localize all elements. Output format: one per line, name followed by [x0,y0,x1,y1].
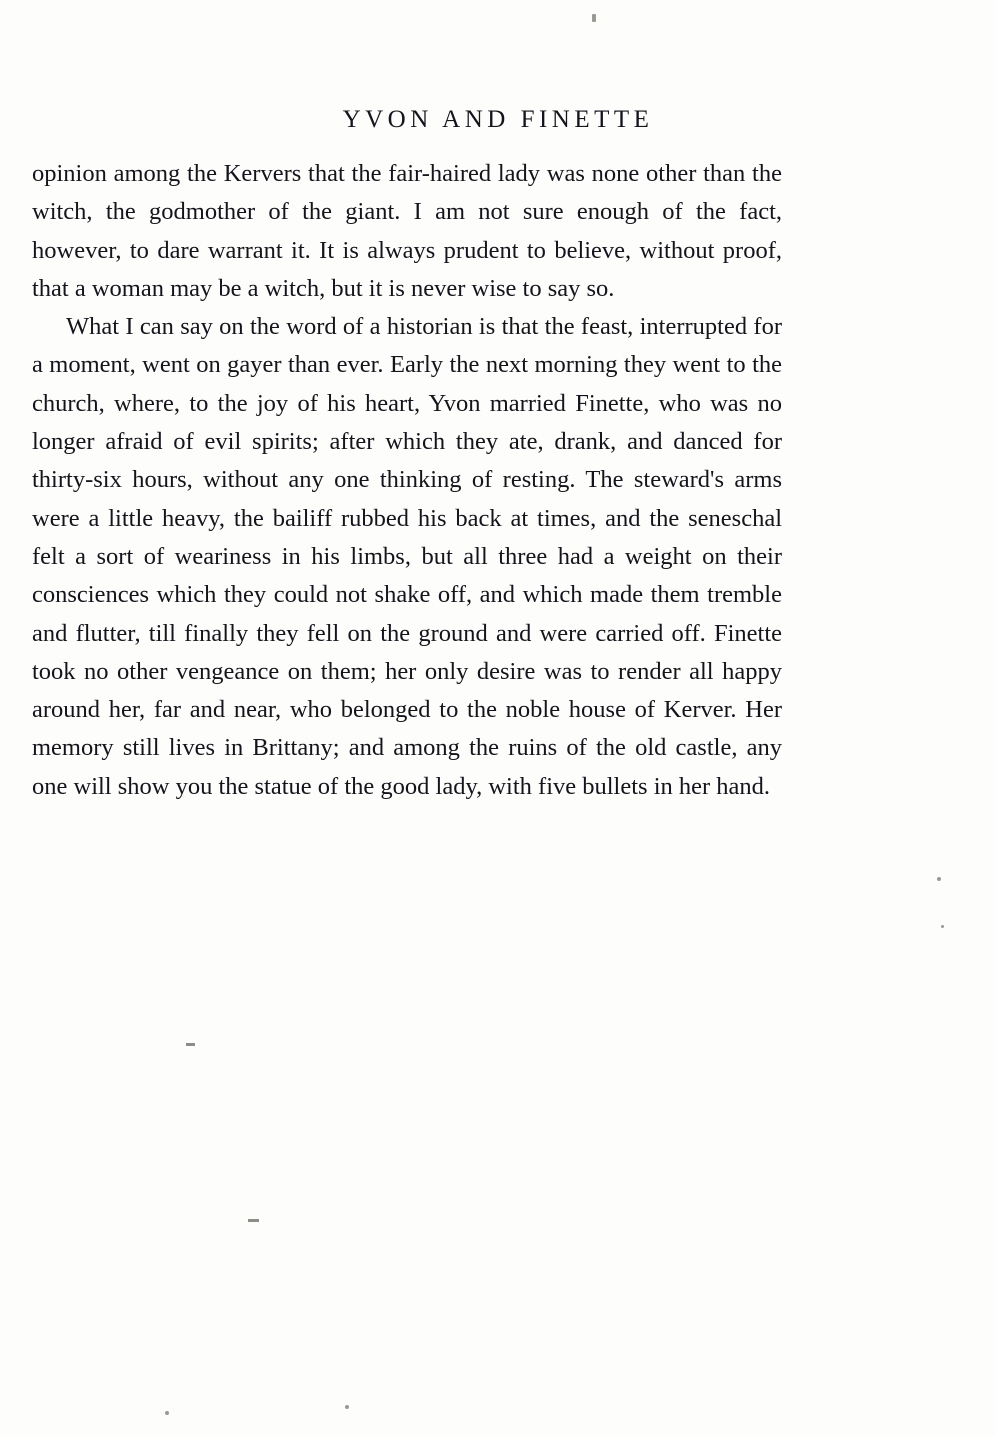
print-speck [186,1043,195,1046]
print-speck [592,14,596,22]
print-speck [345,1405,349,1409]
print-speck [937,877,941,881]
paragraph: What I can say on the word of a historian is that the feast, interrupted for a moment, went on gayer than ever. Early the next morning they went to the church, where, to the joy of his heart, Yvon married Finette, who was no longer afraid of evil spirits; after which they ate, drank, and danced for thirty-six hours, without any one thinking of resting. The steward's arms were a little heavy, the bailiff rubbed his back at times, and the seneschal felt a sort of weariness in his limbs, but all three had a weight on their consciences which they could not shake off, and which made them tremble and flutter, till finally they fell on the ground and were carried off. Finette took no other vengeance on them; her only desire was to render all happy around her, far and near, who belonged to the noble house of Kerver. Her memory still lives in Brittany; and among the ruins of the old castle, any one will show you the statue of the good lady, with five bullets in her hand. [32,313,782,800]
print-speck [941,925,944,928]
print-speck [165,1411,169,1415]
print-speck [248,1219,259,1222]
page-title: YVON AND FINETTE [342,106,654,133]
paragraph: opinion among the Kervers that the fair-haired lady was none other than the witch, the godmother of the giant. I am not sure enough of the fact, however, to dare warrant it. It is always prudent to believe, without proof, that a woman may be a witch, but it is never wise to say so. [32,160,782,302]
body-text [32,155,782,806]
